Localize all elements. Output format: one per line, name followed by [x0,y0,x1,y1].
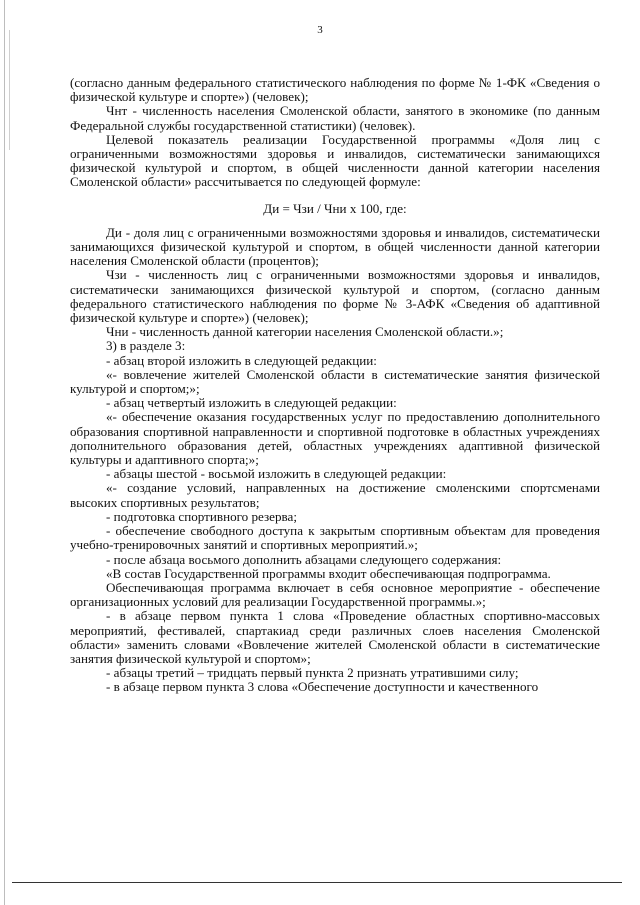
paragraph-17: - после абзаца восьмого дополнить абзацами следующего содержания: [106,551,502,567]
paragraph-1: (согласно данным федерального статистического наблюдения по форме № 1-ФК «Сведения о физической культуре и спорте») (человек); [70,75,600,105]
paragraph-9: - абзац второй изложить в следующей редакции: [106,352,377,368]
paragraph-5: Ди - доля лиц с ограниченными возможностями здоровья и инвалидов, систематически занимающихся физической культурой и спортом, в общей численности данной категории населения Смоленской области (процентов); [70,224,600,269]
left-margin-line [4,0,5,905]
paragraph-13: - абзацы шестой - восьмой изложить в следующей редакции: [106,466,447,482]
paragraph-22: - в абзаце первом пункта 3 слова «Обеспечение доступности и качественного [106,679,539,695]
paragraph-12: «- обеспечение оказания государственных услуг по предоставлению дополнительного образования спортивной направленности и спортивной подготовке в областных учреждениях дополнительного образования детей, областных учреждениях адаптивной физической культуры и адаптивного спорта;»; [70,409,600,468]
paragraph-7: Чни - численность данной категории населения Смоленской области.»; [106,324,504,340]
bottom-divider [12,882,622,883]
paragraph-6: Чзи - численность лиц с ограниченными возможностями здоровья и инвалидов, систематически занимающихся физической культурой и спортом, (согласно данным федерального статистического наблюдения по форме № 3-АФК «Сведения об адаптивной физической культуре и спорте») (человек); [70,267,600,326]
paragraph-14: «- создание условий, направленных на достижение смоленскими спортсменами высоких спортивных результатов; [70,480,600,510]
paragraph-8: 3) в разделе 3: [106,338,186,354]
paragraph-16: - обеспечение свободного доступа к закрытым спортивным объектам для проведения учебно-тренировочных занятий и спортивных мероприятий.»; [70,523,600,553]
paragraph-20: - в абзаце первом пункта 1 слова «Проведение областных спортивно-массовых мероприятий, фестивалей, спартакиад среди различных слоев населения Смоленской области» заменить словами «Вовлечение жителей Смоленской области в систематические занятия физической культурой и спортом»; [70,608,600,666]
paragraph-2: Чнт - численность населения Смоленской области, занятого в экономике (по данным Федеральной службы государственной статистики) (человек). [70,103,600,133]
page-number: 3 [317,24,323,36]
paragraph-15: - подготовка спортивного резерва; [106,508,297,524]
formula: Ди = Чзи / Чни х 100, где: [263,200,407,216]
paragraph-19: Обеспечивающая программа включает в себя основное мероприятие - обеспечение организационных условий для реализации Государственной программы.»; [70,579,600,610]
left-margin-mark [9,30,10,150]
paragraph-11: - абзац четвертый изложить в следующей редакции: [106,395,397,411]
paragraph-21: - абзацы третий – тридцать первый пункта 2 признать утратившими силу; [106,665,519,681]
paragraph-3: Целевой показатель реализации Государственной программы «Доля лиц с ограниченными возможностями здоровья и инвалидов, систематически занимающихся физической культурой и спортом, в общей численности данной категории населения Смоленской области» рассчитывается по следующей формуле: [70,131,600,190]
document-body [70,76,600,695]
paragraph-10: «- вовлечение жителей Смоленской области в систематические занятия физической культурой и спортом;»; [70,366,600,397]
paragraph-18: «В состав Государственной программы входит обеспечивающая подпрограмма. [106,565,551,581]
